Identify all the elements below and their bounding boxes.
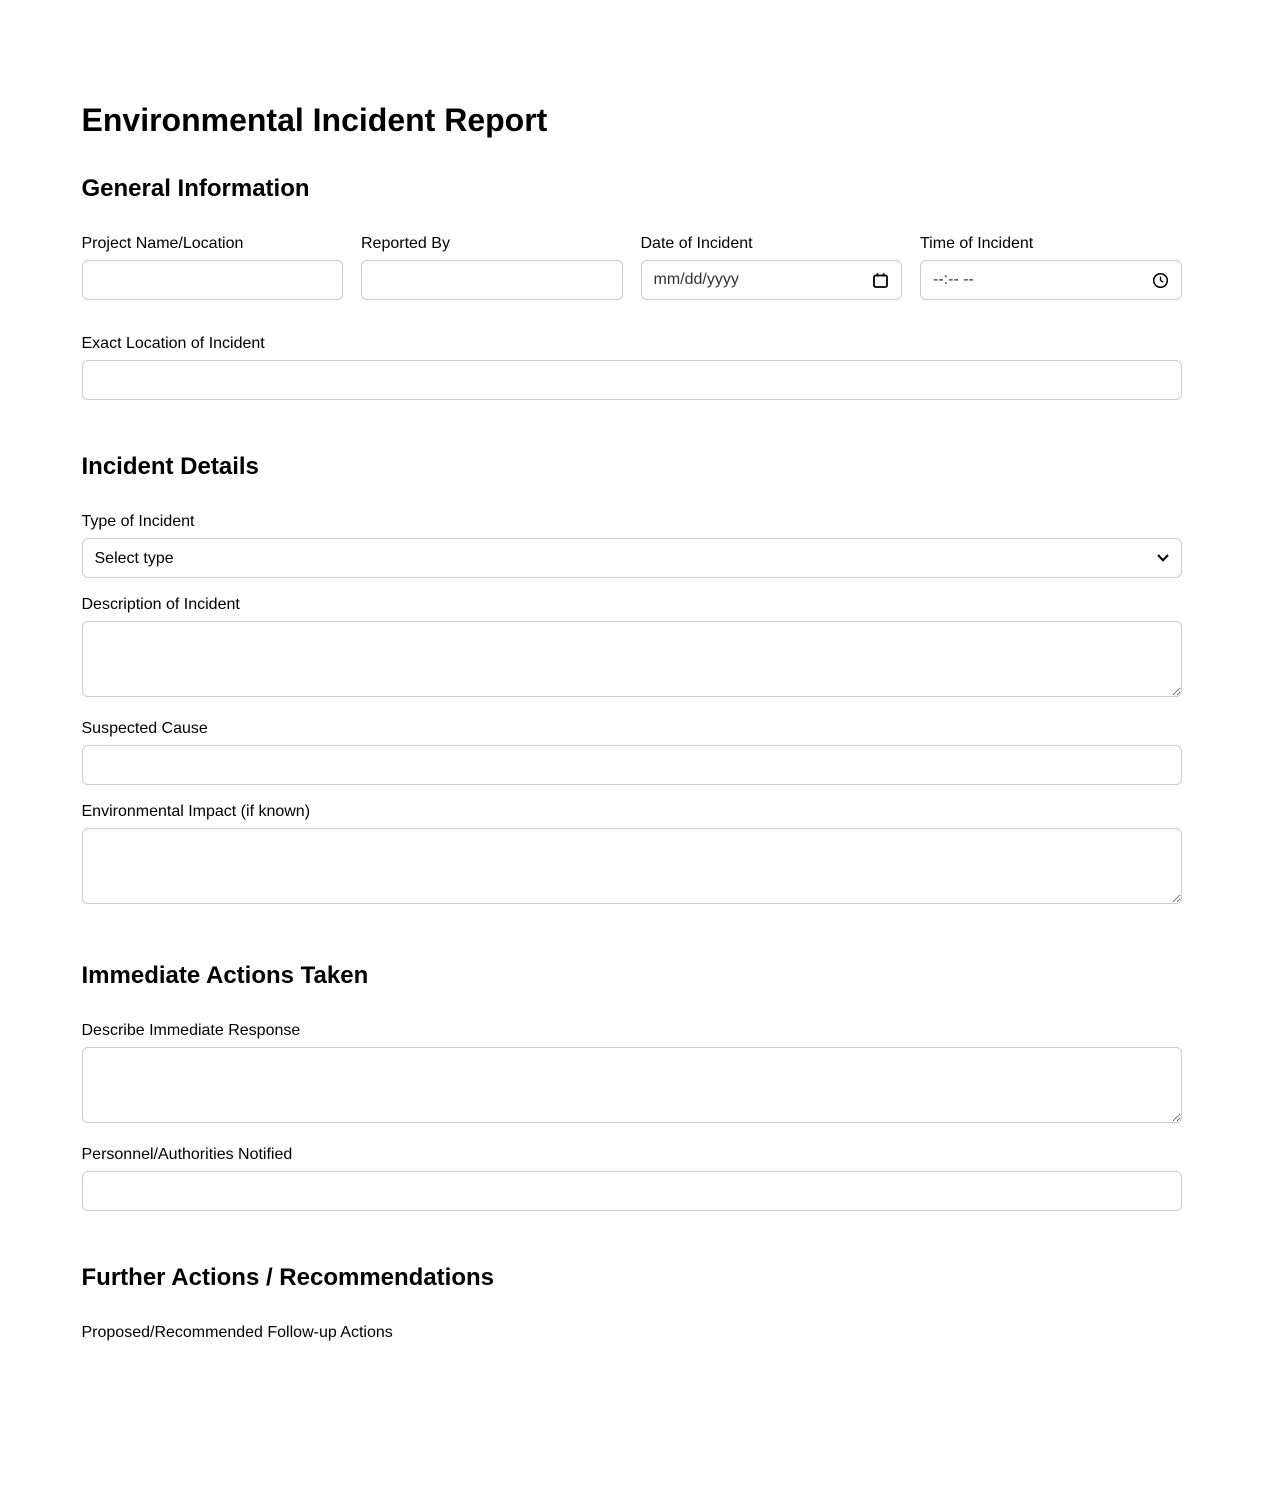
exact-location-input[interactable]	[82, 360, 1182, 400]
suspected-cause-field	[82, 719, 1182, 785]
personnel-notified-label: Personnel/Authorities Notified	[81, 1146, 293, 1163]
reported-by-field	[361, 234, 623, 300]
section-incident-details	[82, 453, 1182, 909]
follow-up-actions-label: Proposed/Recommended Follow-up Actions	[81, 1324, 393, 1341]
section-further-actions	[82, 1264, 1182, 1342]
immediate-actions-heading: Immediate Actions Taken	[81, 962, 369, 989]
personnel-notified-field	[82, 1145, 1182, 1211]
page-title: Environmental Incident Report	[81, 102, 548, 138]
reported-by-input[interactable]	[361, 260, 623, 300]
section-general-information	[82, 175, 1182, 400]
exact-location-field	[82, 334, 1182, 400]
date-placeholder: mm/dd/yyyy	[653, 271, 739, 288]
date-of-incident-field	[641, 234, 903, 300]
date-of-incident-label: Date of Incident	[640, 235, 753, 252]
project-name-field	[82, 234, 344, 300]
project-name-input[interactable]	[82, 260, 344, 300]
environmental-impact-textarea[interactable]	[82, 828, 1182, 904]
incident-details-heading: Incident Details	[81, 453, 259, 480]
time-placeholder: --:-- --	[933, 271, 974, 288]
type-of-incident-label: Type of Incident	[81, 513, 195, 530]
immediate-response-field	[82, 1021, 1182, 1128]
description-label: Description of Incident	[81, 596, 240, 613]
time-of-incident-label: Time of Incident	[920, 235, 1034, 252]
time-of-incident-field	[920, 234, 1182, 300]
clock-icon[interactable]	[1152, 272, 1169, 289]
description-textarea[interactable]	[82, 621, 1182, 697]
immediate-response-textarea[interactable]	[82, 1047, 1182, 1123]
suspected-cause-label: Suspected Cause	[81, 720, 208, 737]
follow-up-actions-field	[82, 1323, 1182, 1342]
personnel-notified-input[interactable]	[82, 1171, 1182, 1211]
exact-location-label: Exact Location of Incident	[81, 335, 265, 352]
immediate-response-label: Describe Immediate Response	[81, 1022, 301, 1039]
reported-by-label: Reported By	[361, 235, 450, 252]
environmental-impact-field	[82, 802, 1182, 909]
general-information-heading: General Information	[81, 175, 310, 202]
date-of-incident-input[interactable]	[641, 260, 903, 300]
calendar-icon[interactable]	[872, 272, 889, 289]
further-actions-heading: Further Actions / Recommendations	[81, 1264, 494, 1291]
form-container	[82, 0, 1182, 1342]
section-immediate-actions	[82, 962, 1182, 1211]
type-of-incident-select-wrap	[82, 538, 1182, 578]
general-fields-row	[82, 234, 1182, 317]
type-of-incident-field	[82, 512, 1182, 578]
environmental-impact-label: Environmental Impact (if known)	[81, 803, 311, 820]
type-of-incident-select[interactable]	[82, 538, 1182, 578]
suspected-cause-input[interactable]	[82, 745, 1182, 785]
project-name-label: Project Name/Location	[81, 235, 244, 252]
description-field	[82, 595, 1182, 702]
time-of-incident-input[interactable]	[920, 260, 1182, 300]
